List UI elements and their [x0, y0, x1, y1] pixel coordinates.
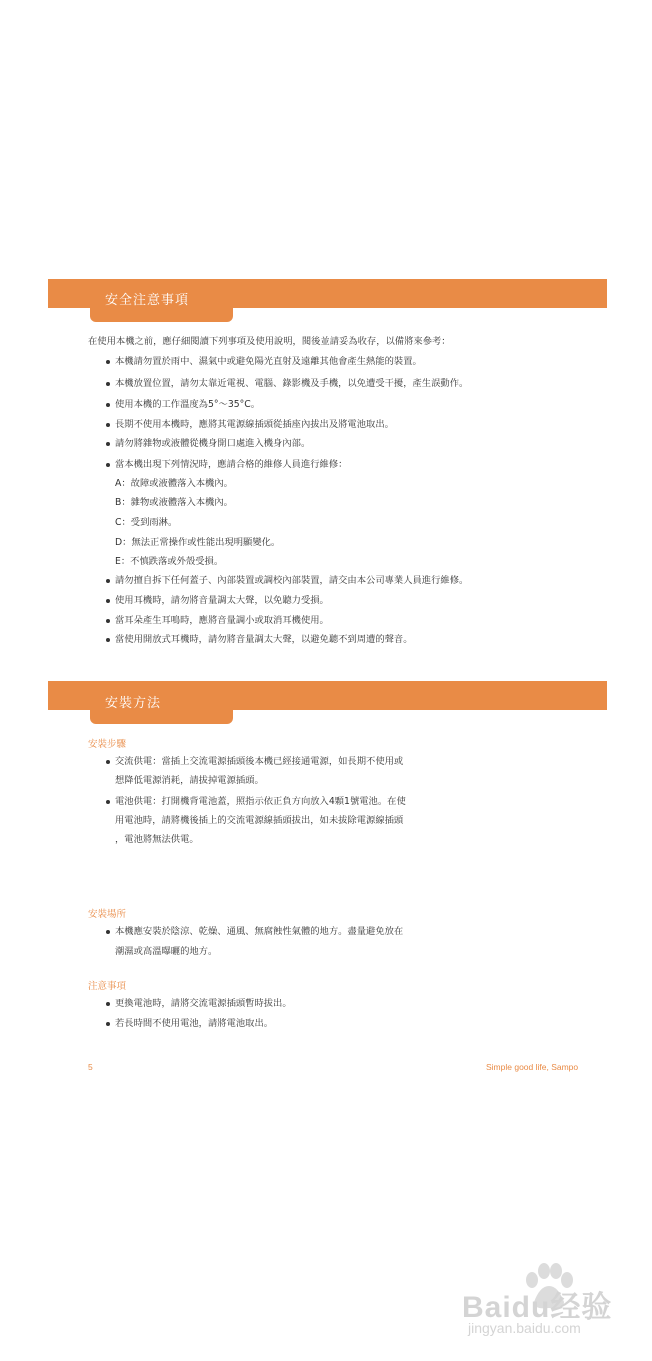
page-number: 5 [88, 1062, 93, 1072]
install-location-line: 本機應安裝於陰涼、乾燥、通風、無腐蝕性氣體的地方。盡量避免放在 [115, 926, 404, 937]
safety-bullet: 使用本機的工作溫度為5°～35°C。 [115, 399, 261, 410]
safety-bullet: 長期不使用本機時，應將其電源線插頭從插座內拔出及將電池取出。 [115, 419, 394, 430]
safety-bullet: 請勿將雜物或液體從機身開口處進入機身內部。 [115, 438, 311, 449]
install-location-line: 潮濕或高溫曝曬的地方。 [115, 946, 218, 957]
watermark-brand: Baidu经验 [462, 1291, 613, 1324]
install-step-line: ，電池將無法供電。 [115, 834, 199, 845]
install-step-line: 用電池時，請將機後插上的交流電源線插頭拔出，如未拔除電源線插頭 [115, 815, 404, 826]
safety-bullet: 請勿擅自拆下任何蓋子、內部裝置或調校內部裝置，請交由本公司專業人員進行維修。 [115, 575, 469, 586]
install-notes-heading: 注意事項 [88, 981, 127, 992]
safety-sub-item: A：故障或液體落入本機內。 [115, 478, 233, 489]
section-title-safety: 安全注意事項 [105, 293, 190, 308]
watermark-url: jingyan.baidu.com [468, 1320, 581, 1336]
safety-sub-item: B：雜物或液體落入本機內。 [115, 497, 233, 508]
install-note: 若長時間不使用電池，請將電池取出。 [115, 1018, 274, 1029]
install-location-heading: 安裝場所 [88, 909, 127, 920]
footer-slogan: Simple good life, Sampo [486, 1062, 579, 1072]
safety-sub-item: C：受到雨淋。 [115, 517, 178, 528]
safety-sub-item: E：不慎跌落或外殼受損。 [115, 556, 224, 567]
safety-bullet: 本機放置位置，請勿太靠近電視、電腦、錄影機及手機，以免遭受干擾，產生誤動作。 [115, 378, 469, 389]
install-note: 更換電池時，請將交流電源插頭暫時拔出。 [115, 998, 292, 1009]
section-title-install: 安裝方法 [105, 696, 162, 711]
safety-bullet: 當耳朵產生耳鳴時，應將音量調小或取消耳機使用。 [115, 615, 329, 626]
safety-bullet: 本機請勿置於雨中、濕氣中或避免陽光直射及遠離其他會產生熱能的裝置。 [115, 356, 422, 367]
safety-sub-item: D：無法正常操作或性能出現明顯變化。 [115, 537, 281, 548]
install-step-line: 交流供電：當插上交流電源插頭後本機已經接通電源，如長期不使用或 [115, 756, 404, 767]
install-step-line: 想降低電源消耗，請拔掉電源插頭。 [115, 775, 264, 786]
baidu-watermark [462, 1262, 632, 1342]
safety-bullet: 當本機出現下列情況時，應請合格的維修人員進行維修： [115, 459, 348, 470]
safety-bullet: 使用耳機時，請勿將音量調太大聲，以免聽力受損。 [115, 595, 329, 606]
safety-bullet: 當使用開放式耳機時，請勿將音量調太大聲，以避免聽不到周遭的聲音。 [115, 634, 413, 645]
install-step-line: 電池供電：打開機背電池蓋，照指示依正負方向放入4顆1號電池。在使 [115, 796, 406, 807]
install-steps-heading: 安裝步驟 [88, 739, 127, 750]
safety-intro: 在使用本機之前，應仔細閱讀下列事項及使用說明，閱後並請妥為收存，以備將來參考： [88, 336, 451, 347]
